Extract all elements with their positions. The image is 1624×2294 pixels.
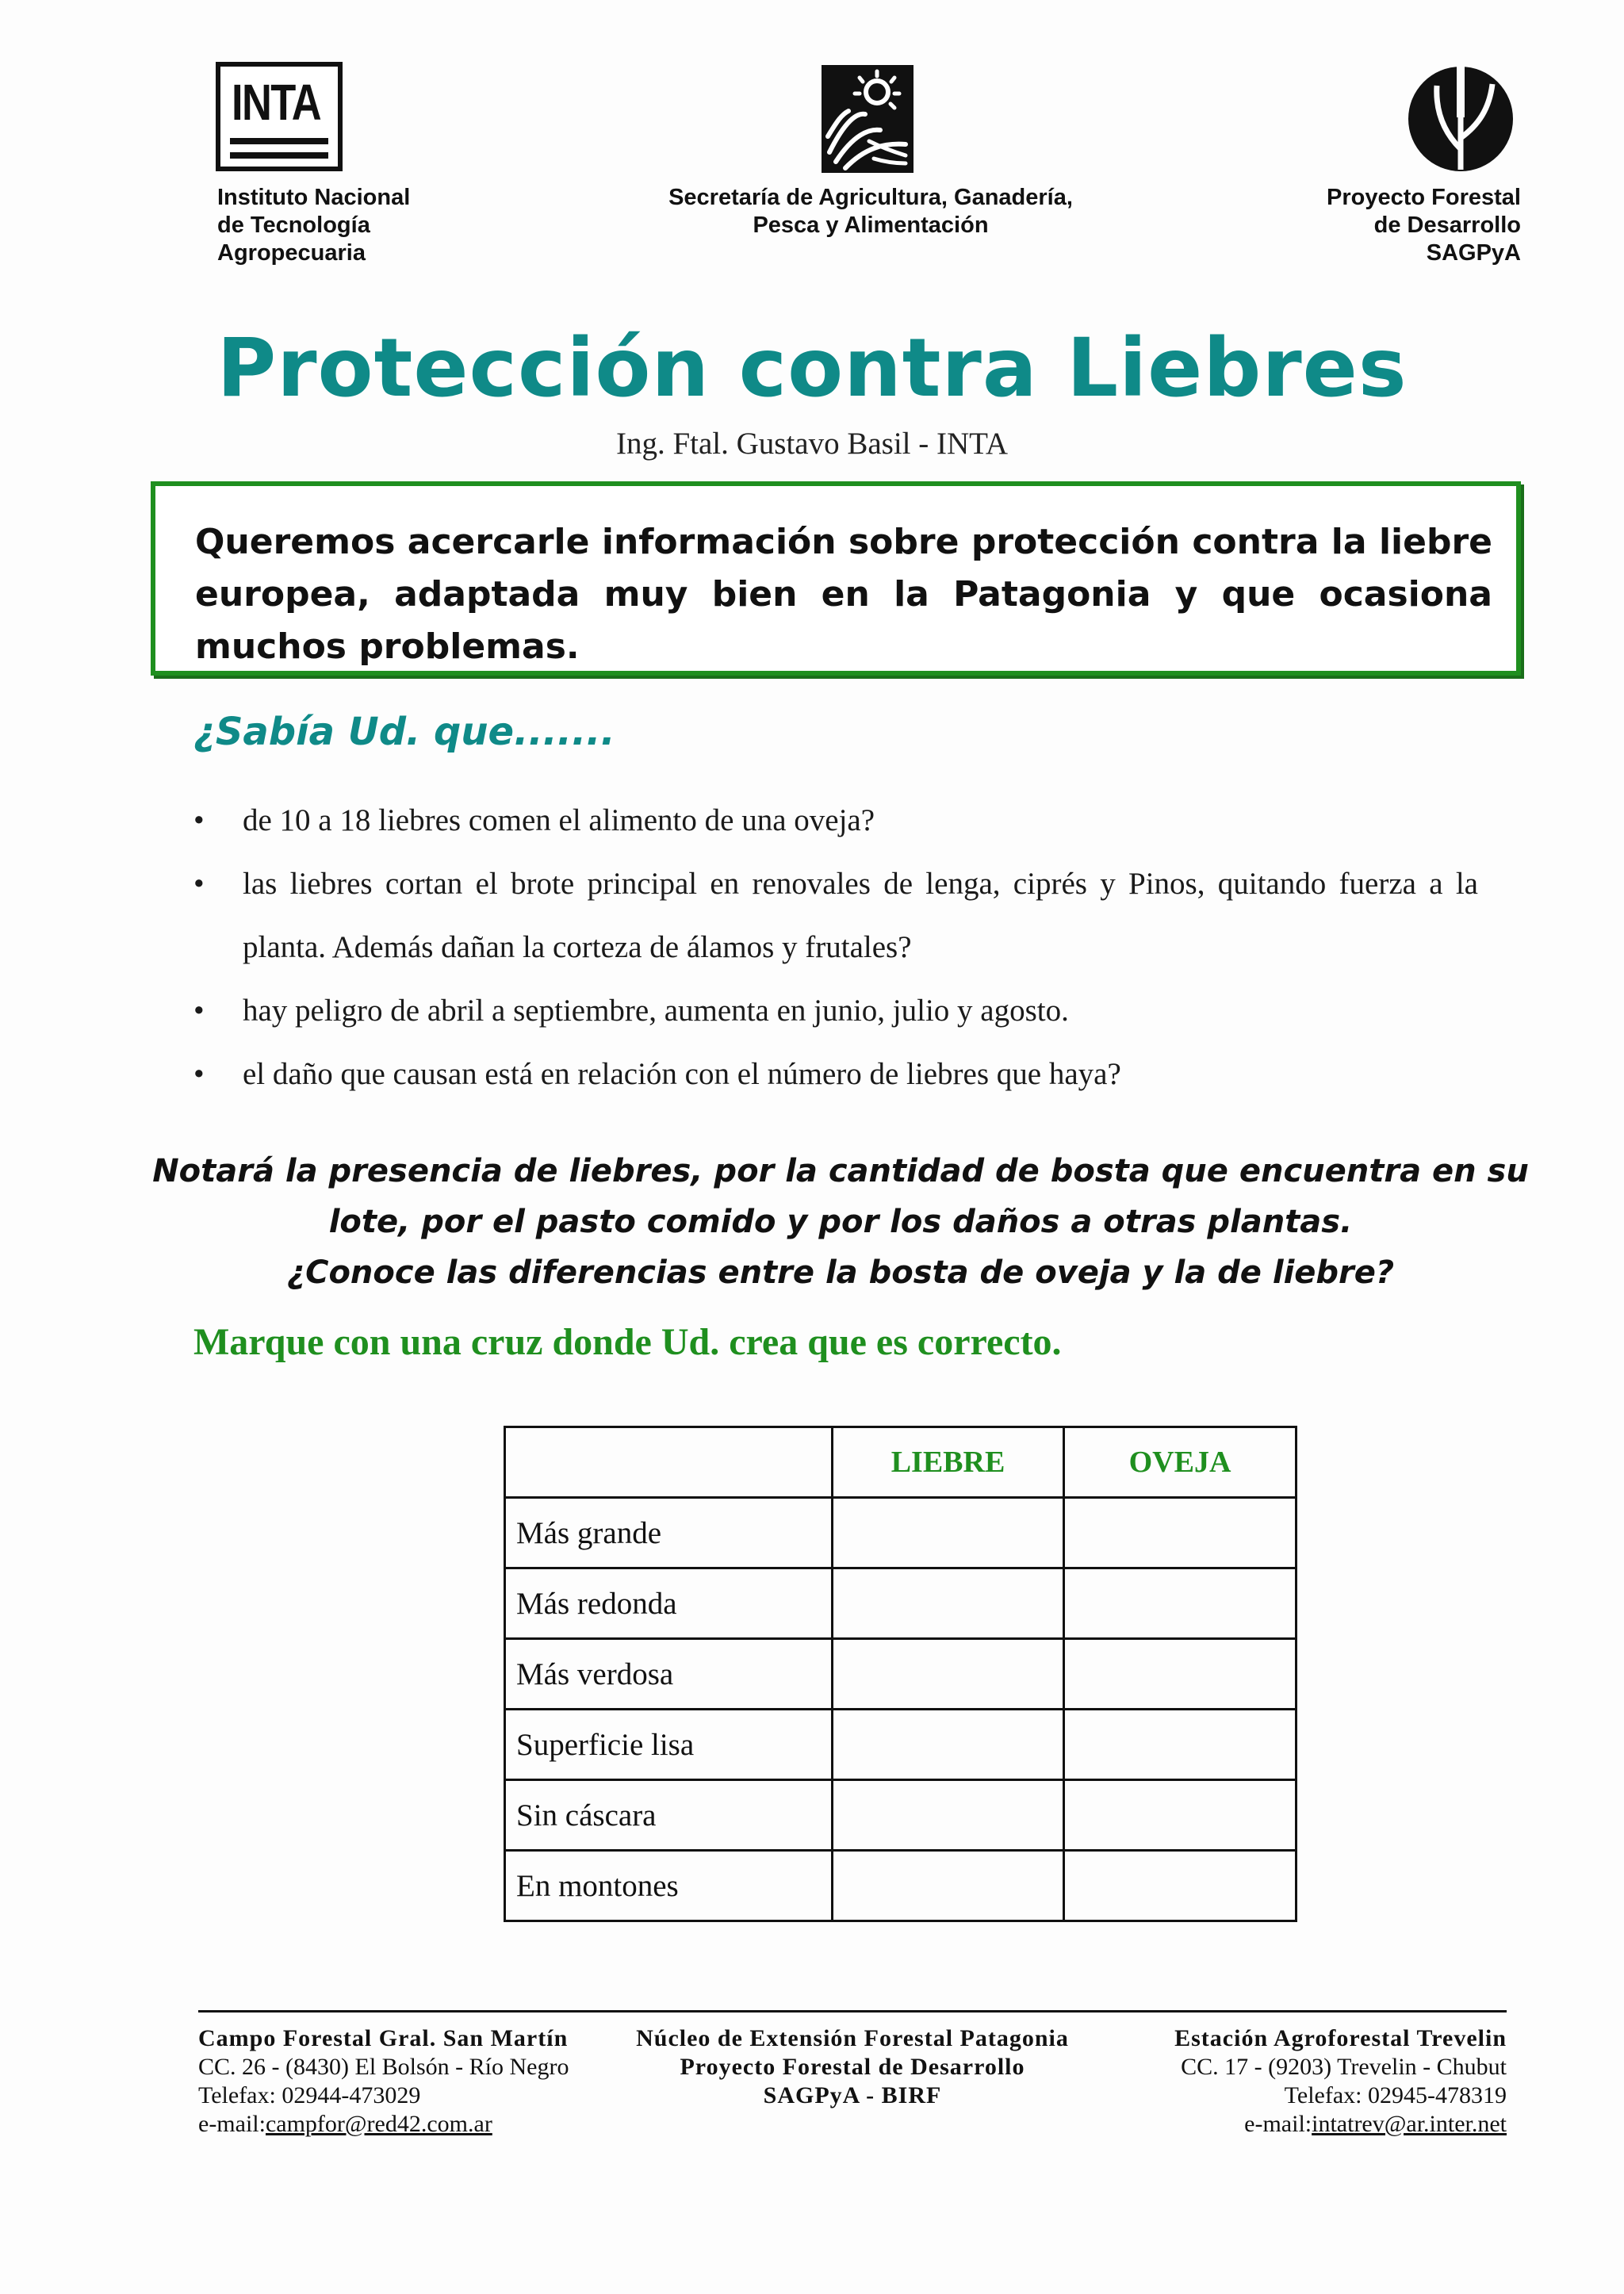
table-row — [505, 1498, 1297, 1568]
list-item: • el daño que causan está en relación con el número de liebres que haya? — [193, 1043, 1478, 1106]
checkbox-cell-oveja[interactable] — [1064, 1780, 1297, 1851]
table-header-cell — [505, 1427, 833, 1498]
checkbox-cell-liebre[interactable] — [833, 1851, 1064, 1921]
row-label: Más grande — [505, 1498, 833, 1568]
checkbox-cell-liebre[interactable] — [833, 1498, 1064, 1568]
forest-tree-logo — [1405, 62, 1516, 173]
inta-logo: INTA — [216, 62, 343, 171]
instruction-heading: Marque con una cruz donde Ud. crea que es correcto. — [193, 1321, 1062, 1363]
intro-box — [151, 481, 1521, 676]
bullet-list — [193, 789, 1478, 1106]
list-item: • hay peligro de abril a septiembre, aumenta en junio, julio y agosto. — [193, 979, 1478, 1043]
bullet-icon: • — [193, 994, 205, 1028]
table-row — [505, 1639, 1297, 1710]
comparison-table — [504, 1426, 1297, 1922]
footer-divider — [198, 2010, 1507, 2013]
footer-center: Núcleo de Extensión Forestal Patagonia Proyecto Forestal de Desarrollo SAGPyA - BIRF — [636, 2025, 1069, 2108]
table-row — [505, 1851, 1297, 1921]
notara-paragraph: Notará la presencia de liebres, por la cantidad de bosta que encuentra en su lote, por el pasto comido y por los daños a otras plantas. ¿Conoce las diferencias entre la bosta de oveja y la de liebre? — [152, 1153, 1529, 1291]
page-title: Protección contra Liebres — [216, 321, 1408, 416]
row-label: Superficie lisa — [505, 1710, 833, 1780]
list-item: • de 10 a 18 liebres comen el alimento de una oveja? — [193, 789, 1478, 852]
row-label: Más redonda — [505, 1568, 833, 1639]
table-row — [505, 1780, 1297, 1851]
author-line: Ing. Ftal. Gustavo Basil - INTA — [615, 427, 1009, 461]
row-label: Sin cáscara — [505, 1780, 833, 1851]
row-label: En montones — [505, 1851, 833, 1921]
sabia-heading: ¿Sabía Ud. que....... — [193, 710, 615, 754]
table-row — [505, 1710, 1297, 1780]
checkbox-cell-oveja[interactable] — [1064, 1498, 1297, 1568]
bullet-icon: • — [193, 1057, 205, 1091]
table-header-liebre: LIEBRE — [833, 1427, 1064, 1498]
checkbox-cell-liebre[interactable] — [833, 1639, 1064, 1710]
footer-right: Estación Agroforestal Trevelin CC. 17 - (9203) Trevelin - Chubut Telefax: 02945-478319 e-mail:intatrev@ar.inter.net — [1174, 2025, 1507, 2137]
email-link[interactable]: intatrev@ar.inter.net — [1312, 2111, 1507, 2137]
table-header-row — [505, 1427, 1297, 1498]
header-right-text: Proyecto Forestal de Desarrollo SAGPyA — [1327, 185, 1521, 266]
checkbox-cell-oveja[interactable] — [1064, 1851, 1297, 1921]
email-link[interactable]: campfor@red42.com.ar — [265, 2111, 492, 2137]
table-row — [505, 1568, 1297, 1639]
header-center-text: Secretaría de Agricultura, Ganadería, Pesca y Alimentación — [668, 185, 1073, 238]
intro-text: Queremos acercarle información sobre protección contra la liebre europea, adaptada muy bien en la Patagonia y que ocasiona muchos problemas. — [195, 522, 1492, 667]
checkbox-cell-oveja[interactable] — [1064, 1710, 1297, 1780]
header-left-text: Instituto Nacional de Tecnología Agropecuaria — [217, 185, 411, 266]
checkbox-cell-oveja[interactable] — [1064, 1568, 1297, 1639]
checkbox-cell-liebre[interactable] — [833, 1568, 1064, 1639]
list-item: • las liebres cortan el brote principal en renovales de lenga, ciprés y Pinos, quitando fuerza a la planta. Además dañan la corteza de álamos y frutales? — [193, 852, 1478, 979]
checkbox-cell-oveja[interactable] — [1064, 1639, 1297, 1710]
checkbox-cell-liebre[interactable] — [833, 1710, 1064, 1780]
footer-left: Campo Forestal Gral. San Martín CC. 26 - (8430) El Bolsón - Río Negro Telefax: 02944-473029 e-mail:campfor@red42.com.ar — [198, 2025, 569, 2137]
sagpya-sun-logo — [822, 65, 914, 173]
bullet-icon: • — [193, 867, 205, 901]
checkbox-cell-liebre[interactable] — [833, 1780, 1064, 1851]
bullet-icon: • — [193, 803, 205, 837]
row-label: Más verdosa — [505, 1639, 833, 1710]
table-header-oveja: OVEJA — [1064, 1427, 1297, 1498]
